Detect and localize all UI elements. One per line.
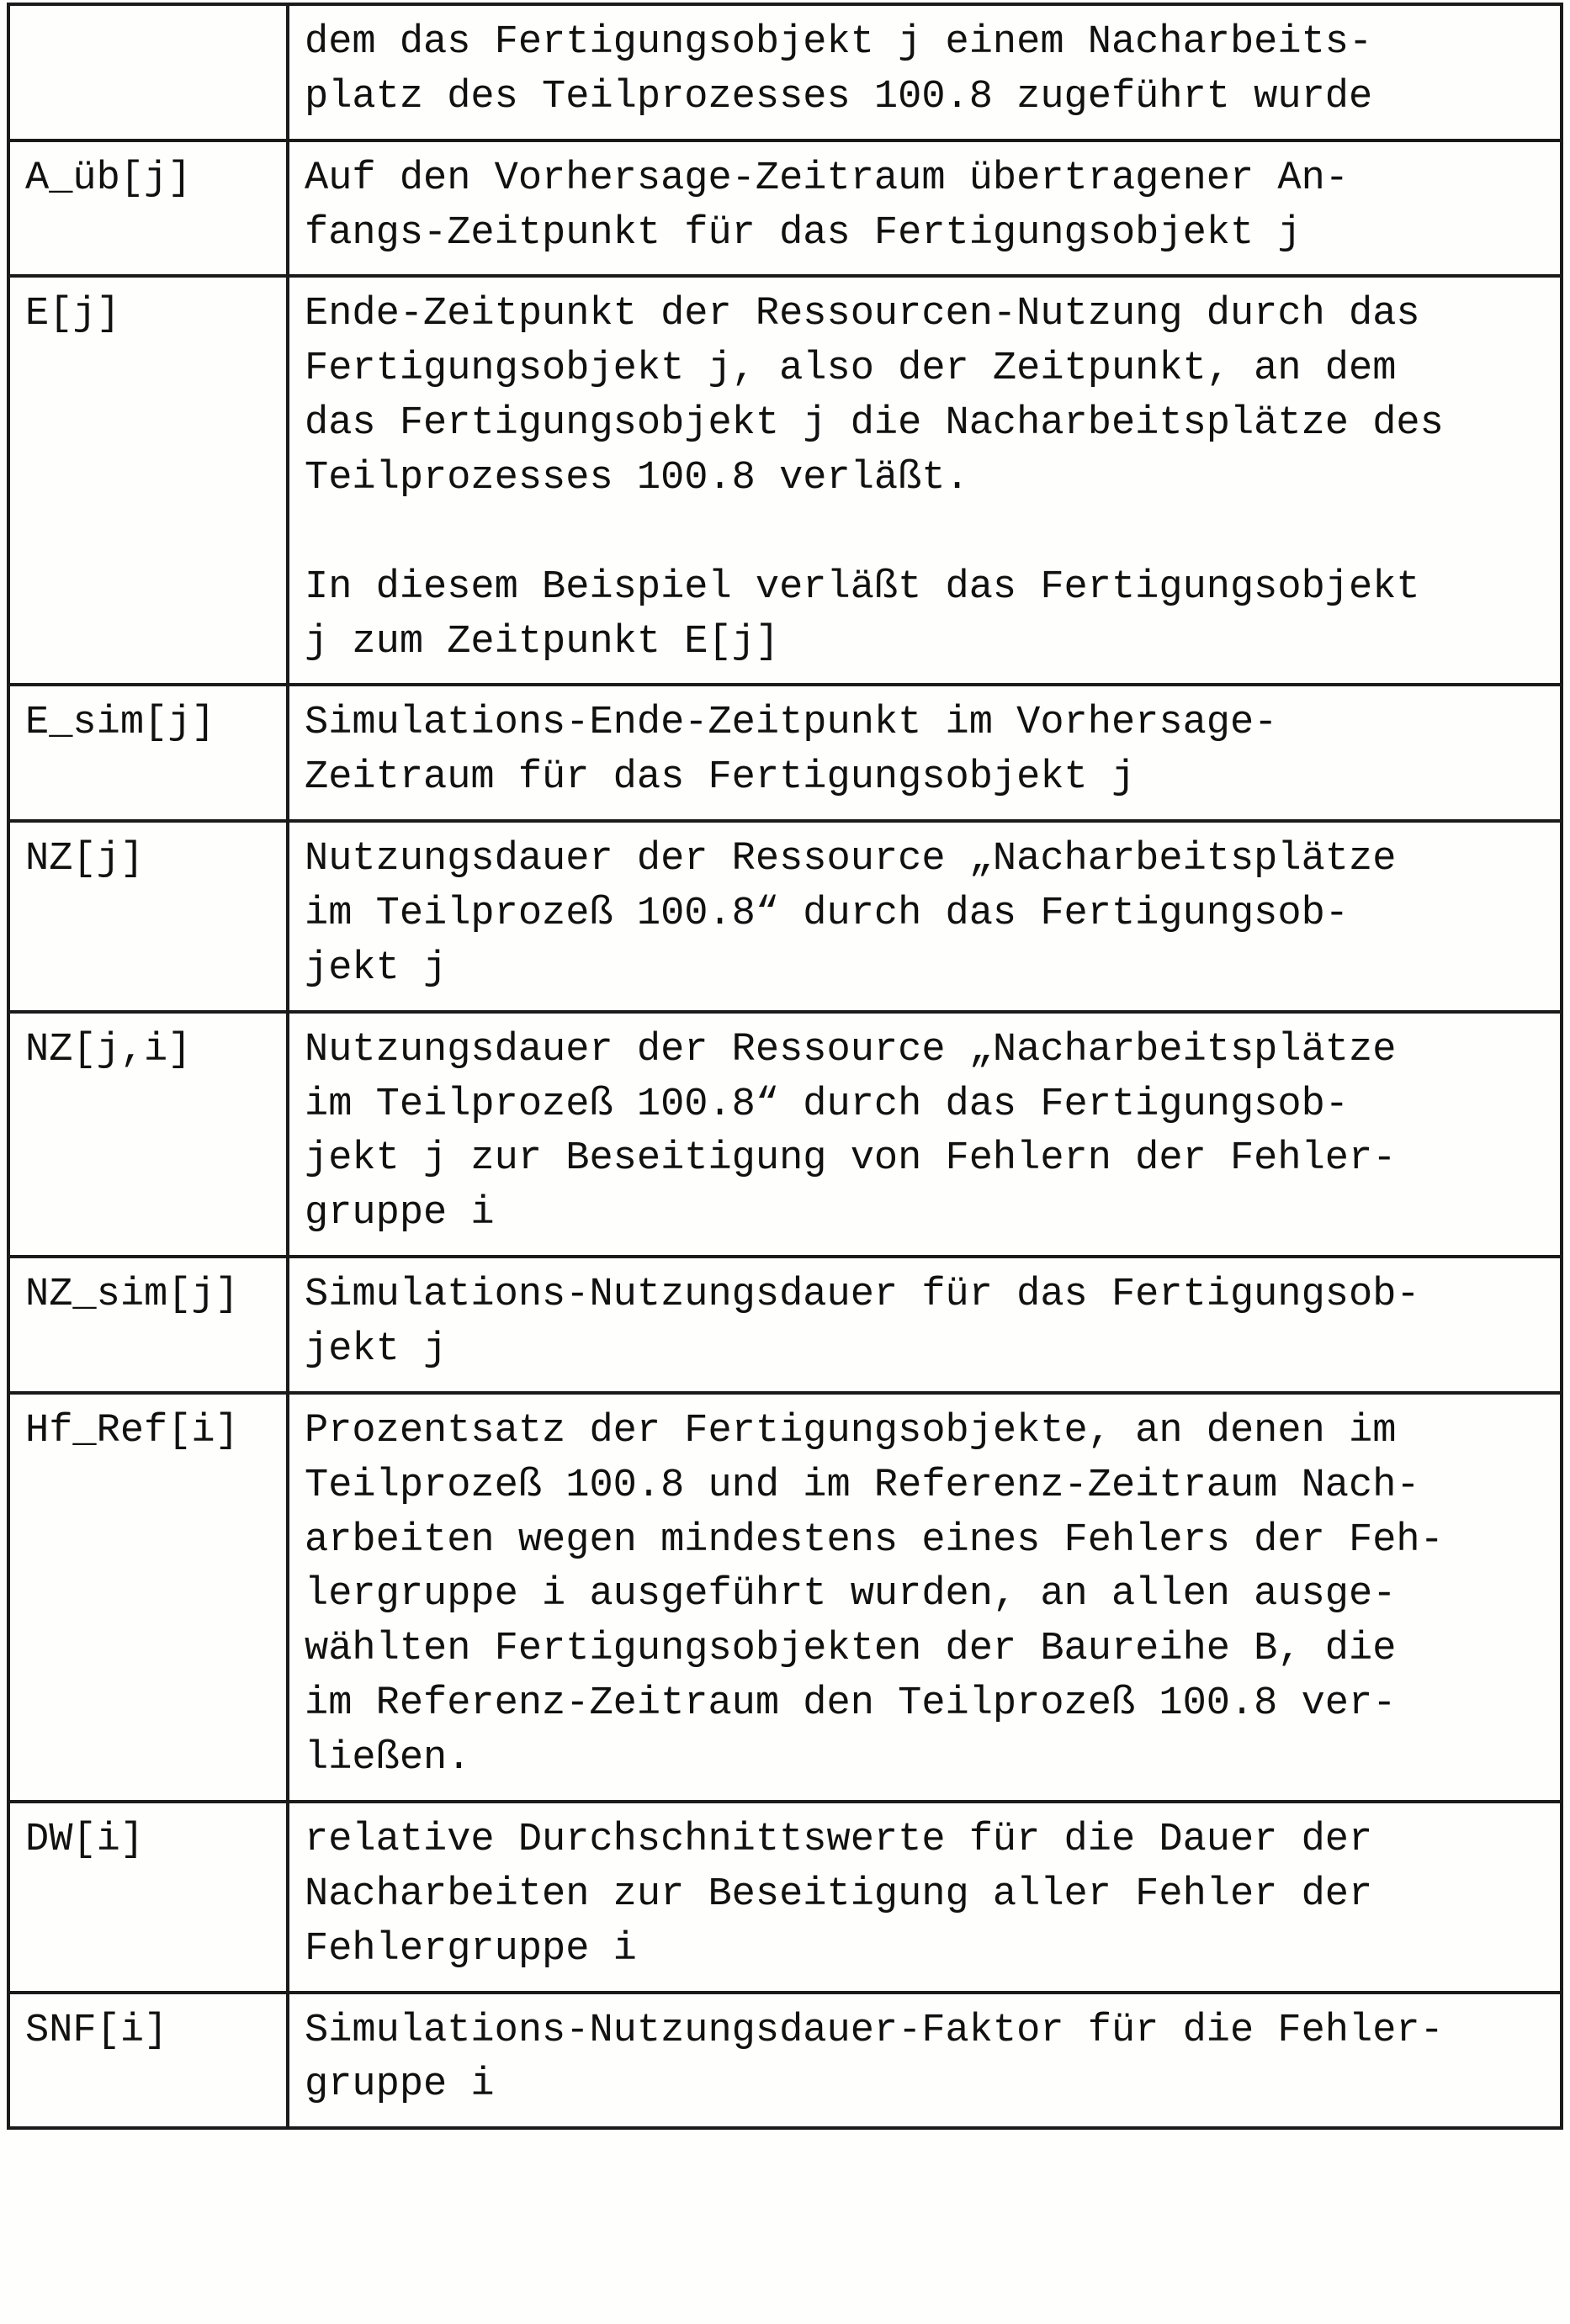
description-cell: Prozentsatz der Fertigungsobjekte, an denen im Teilprozeß 100.8 und im Referenz-Zeitraum Nach- arbeiten wegen mindestens eines Fehlers der Feh- lergruppe i ausgeführt wurden, an allen ausge- wählten Fertigungsobjekten der Baureihe B, die im Referenz-Zeitraum den Teilprozeß 100.8 ver- ließen. bbox=[288, 1393, 1562, 1802]
description-cell: Simulations-Ende-Zeitpunkt im Vorhersage- Zeitraum für das Fertigungsobjekt j bbox=[288, 685, 1562, 821]
symbol-cell: DW[i] bbox=[8, 1802, 288, 1993]
table-row bbox=[8, 276, 1562, 685]
symbol-cell: NZ_sim[j] bbox=[8, 1257, 288, 1393]
symbol-cell: NZ[j] bbox=[8, 821, 288, 1012]
definitions-table bbox=[7, 3, 1563, 2130]
description-cell: Auf den Vorhersage-Zeitraum übertragener An- fangs-Zeitpunkt für das Fertigungsobjekt j bbox=[288, 140, 1562, 277]
table-row bbox=[8, 685, 1562, 821]
symbol-cell: SNF[i] bbox=[8, 1993, 288, 2129]
table-row bbox=[8, 4, 1562, 140]
table-row bbox=[8, 1257, 1562, 1393]
table-row bbox=[8, 1993, 1562, 2129]
description-cell: Nutzungsdauer der Ressource „Nacharbeitsplätze im Teilprozeß 100.8“ durch das Fertigungsob- jekt j zur Beseitigung von Fehlern der Fehler- gruppe i bbox=[288, 1012, 1562, 1257]
description-cell: Ende-Zeitpunkt der Ressourcen-Nutzung durch das Fertigungsobjekt j, also der Zeitpunkt, an dem das Fertigungsobjekt j die Nacharbeitsplätze des Teilprozesses 100.8 verläßt. In diesem Beispiel verläßt das Fertigungsobjekt j zum Zeitpunkt E[j] bbox=[288, 276, 1562, 685]
description-cell: Simulations-Nutzungsdauer für das Fertigungsob- jekt j bbox=[288, 1257, 1562, 1393]
table-row bbox=[8, 140, 1562, 277]
symbol-cell bbox=[8, 4, 288, 140]
description-cell: Simulations-Nutzungsdauer-Faktor für die Fehler- gruppe i bbox=[288, 1993, 1562, 2129]
symbol-cell: A_üb[j] bbox=[8, 140, 288, 277]
symbol-cell: NZ[j,i] bbox=[8, 1012, 288, 1257]
table-row bbox=[8, 1012, 1562, 1257]
table-row bbox=[8, 821, 1562, 1012]
table-row bbox=[8, 1802, 1562, 1993]
description-cell: Nutzungsdauer der Ressource „Nacharbeitsplätze im Teilprozeß 100.8“ durch das Fertigungsob- jekt j bbox=[288, 821, 1562, 1012]
description-cell: dem das Fertigungsobjekt j einem Nacharbeits- platz des Teilprozesses 100.8 zugeführt wurde bbox=[288, 4, 1562, 140]
symbol-cell: Hf_Ref[i] bbox=[8, 1393, 288, 1802]
table-row bbox=[8, 1393, 1562, 1802]
symbol-cell: E[j] bbox=[8, 276, 288, 685]
symbol-cell: E_sim[j] bbox=[8, 685, 288, 821]
description-cell: relative Durchschnittswerte für die Dauer der Nacharbeiten zur Beseitigung aller Fehler der Fehlergruppe i bbox=[288, 1802, 1562, 1993]
